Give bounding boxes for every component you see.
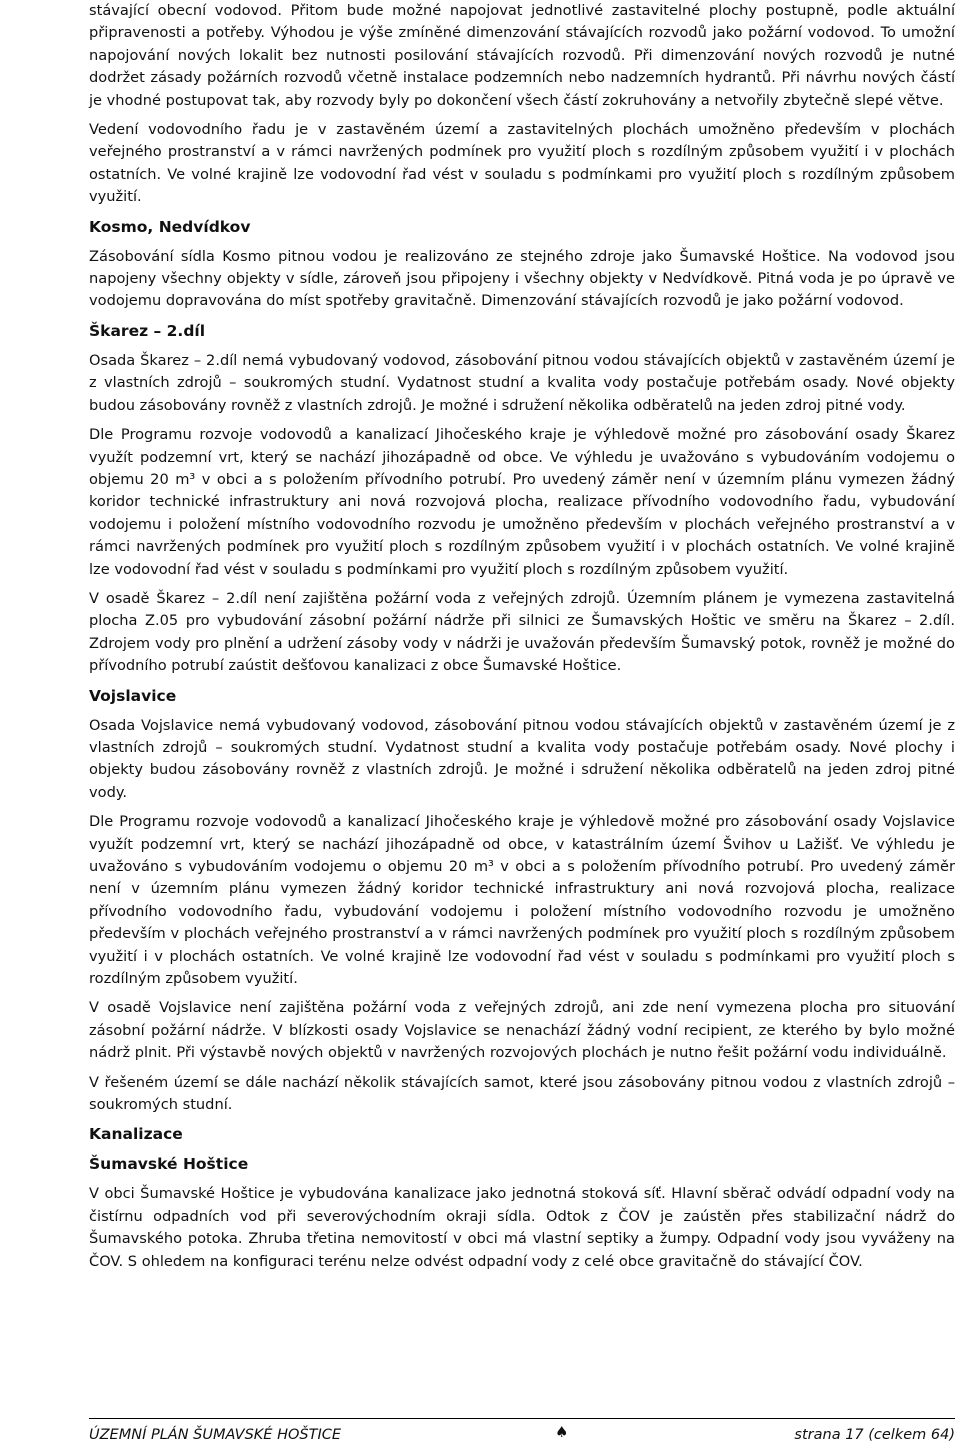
- spade-icon: ♠: [555, 1423, 569, 1441]
- paragraph: Dle Programu rozvoje vodovodů a kanalizací Jihočeského kraje je výhledově možné pro zásobování osady Vojslavice využít podzemní vrt, který se nachází jihozápadně od obce, v katastrálním území Švihov u Lažišť. Ve výhledu je uvažováno s vybudováním vodojemu o objemu 20 m³ v obci a s položením přívodního potrubí. Pro uvedený záměr není v územním plánu vymezen žádný koridor technické infrastruktury ani nová rozvojová plocha, realizace přívodního vodovodního řadu, vybudování vodojemu i položení místního vodovodního rozvodu je umožněno především v plochách veřejného prostranství a v rámci navržených podmínek pro využití ploch s rozdílným způsobem využití i v plochách ostatních. Ve volné krajině lze vodovodní řad vést v souladu s podmínkami pro využití ploch s rozdílným způsobem využití.: [89, 813, 955, 988]
- paragraph: V osadě Vojslavice není zajištěna požární voda z veřejných zdrojů, ani zde není vymezena plocha pro situování zásobní požární nádrže. V blízkosti osady Vojslavice se nenachází žádný vodní recipient, ze kterého by bylo možné nádrž plnit. Při výstavbě nových objektů v navržených rozvojových plochách je nutno řešit požární vodu individuálně.: [89, 999, 955, 1062]
- paragraph: Zásobování sídla Kosmo pitnou vodou je realizováno ze stejného zdroje jako Šumavské Hoštice. Na vodovod jsou napojeny všechny objekty v sídle, zároveň jsou připojeny i všechny objekty v Nedvídkově. Pitná voda je po úpravě ve vodojemu dopravována do míst spotřeby gravitačně. Dimenzování stávajících rozvodů je jako požární vodovod.: [89, 247, 955, 310]
- paragraph: V osadě Škarez – 2.díl není zajištěna požární voda z veřejných zdrojů. Územním plánem je vymezena zastavitelná plocha Z.05 pro vybudování zásobní požární nádrže při silnici ze Šumavských Hoštic ve směru na Škarez – 2.díl. Zdrojem vody pro plnění a udržení zásoby vody v nádrži je uvažován především Šumavský potok, rovněž je možné do přívodního potrubí zaústit dešťovou kanalizaci z obce Šumavské Hoštice.: [89, 589, 955, 675]
- paragraph: V řešeném území se dále nachází několik stávajících samot, které jsou zásobovány pitnou vodou z vlastních zdrojů – soukromých studní.: [89, 1073, 955, 1114]
- paragraph: stávající obecní vodovod. Přitom bude možné napojovat jednotlivé zastavitelné plochy postupně, podle aktuální připravenosti a potřeby. Výhodou je výše zmíněné dimenzování stávajících rozvodů jako požární vodovod. To umožní napojování nových lokalit bez nutnosti posilování stávajících rozvodů. Při dimenzování nových rozvodů je nutné dodržet zásady požárních rozvodů včetně instalace podzemních nebo nadzemních hydrantů. Při návrhu nových částí je vhodné postupovat tak, aby rozvody byly po dokončení všech částí zokruhovány a netvořily zbytečně slepé větve.: [89, 2, 955, 109]
- document-body: [89, 0, 955, 1280]
- paragraph: Dle Programu rozvoje vodovodů a kanalizací Jihočeského kraje je výhledově možné pro zásobování osady Škarez využít podzemní vrt, který se nachází jihozápadně od obce. Ve výhledu je uvažováno s vybudováním vodojemu o objemu 20 m³ v obci a s položením přívodního potrubí. Pro uvedený záměr není v územním plánu vymezen žádný koridor technické infrastruktury ani nová rozvojová plocha, realizace přívodního vodovodního řadu, vybudování vodojemu i položení místního vodovodního rozvodu je umožněno především v plochách veřejného prostranství a v rámci navržených podmínek pro využití ploch s rozdílným způsobem využití i v plochách ostatních. Ve volné krajině lze vodovodní řad vést v souladu s podmínkami pro využití ploch s rozdílným způsobem využití.: [89, 426, 955, 578]
- section-heading: Kosmo, Nedvídkov: [89, 217, 251, 236]
- footer-title: ÚZEMNÍ PLÁN ŠUMAVSKÉ HOŠTICE: [89, 1427, 342, 1443]
- paragraph: V obci Šumavské Hoštice je vybudována kanalizace jako jednotná stoková síť. Hlavní sběrač odvádí odpadní vody na čistírnu odpadních vod při severovýchodním okraji sídla. Odtok z ČOV je zaústěn přes stabilizační nádrž do Šumavského potoka. Zhruba třetina nemovitostí v obci má vlastní septiky a žumpy. Odpadní vody jsou vyváženy na ČOV. S ohledem na konfiguraci terénu nelze odvést odpadní vody z celé obce gravitačně do stávající ČOV.: [89, 1185, 955, 1270]
- page-footer: [89, 1418, 955, 1449]
- section-heading: Škarez – 2.díl: [89, 321, 206, 340]
- section-heading: Šumavské Hoštice: [89, 1155, 249, 1174]
- page-number: strana 17 (celkem 64): [794, 1427, 955, 1443]
- paragraph: Vedení vodovodního řadu je v zastavěném území a zastavitelných plochách umožněno především v plochách veřejného prostranství a v rámci navržených podmínek pro využití ploch s rozdílným způsobem využití i v plochách ostatních. Ve volné krajině lze vodovodní řad vést v souladu s podmínkami pro využití ploch s rozdílným způsobem využití.: [89, 121, 955, 206]
- section-heading: Vojslavice: [89, 686, 177, 705]
- section-heading: Kanalizace: [89, 1125, 183, 1144]
- paragraph: Osada Vojslavice nemá vybudovaný vodovod, zásobování pitnou vodou stávajících objektů v zastavěném území je z vlastních zdrojů – soukromých studní. Vydatnost studní a kvalita vody postačuje potřebám osady. Nové plochy i objekty budou zásobovány rovněž z vlastních zdrojů. Je možné i sdružení několika odběratelů na jeden zdroj pitné vody.: [89, 716, 955, 801]
- paragraph: Osada Škarez – 2.díl nemá vybudovaný vodovod, zásobování pitnou vodou stávajících objektů v zastavěném území je z vlastních zdrojů – soukromých studní. Vydatnost studní a kvalita vody postačuje potřebám osady. Nové objekty budou zásobovány rovněž z vlastních zdrojů. Je možné i sdružení několika odběratelů na jeden zdroj pitné vody.: [89, 351, 955, 414]
